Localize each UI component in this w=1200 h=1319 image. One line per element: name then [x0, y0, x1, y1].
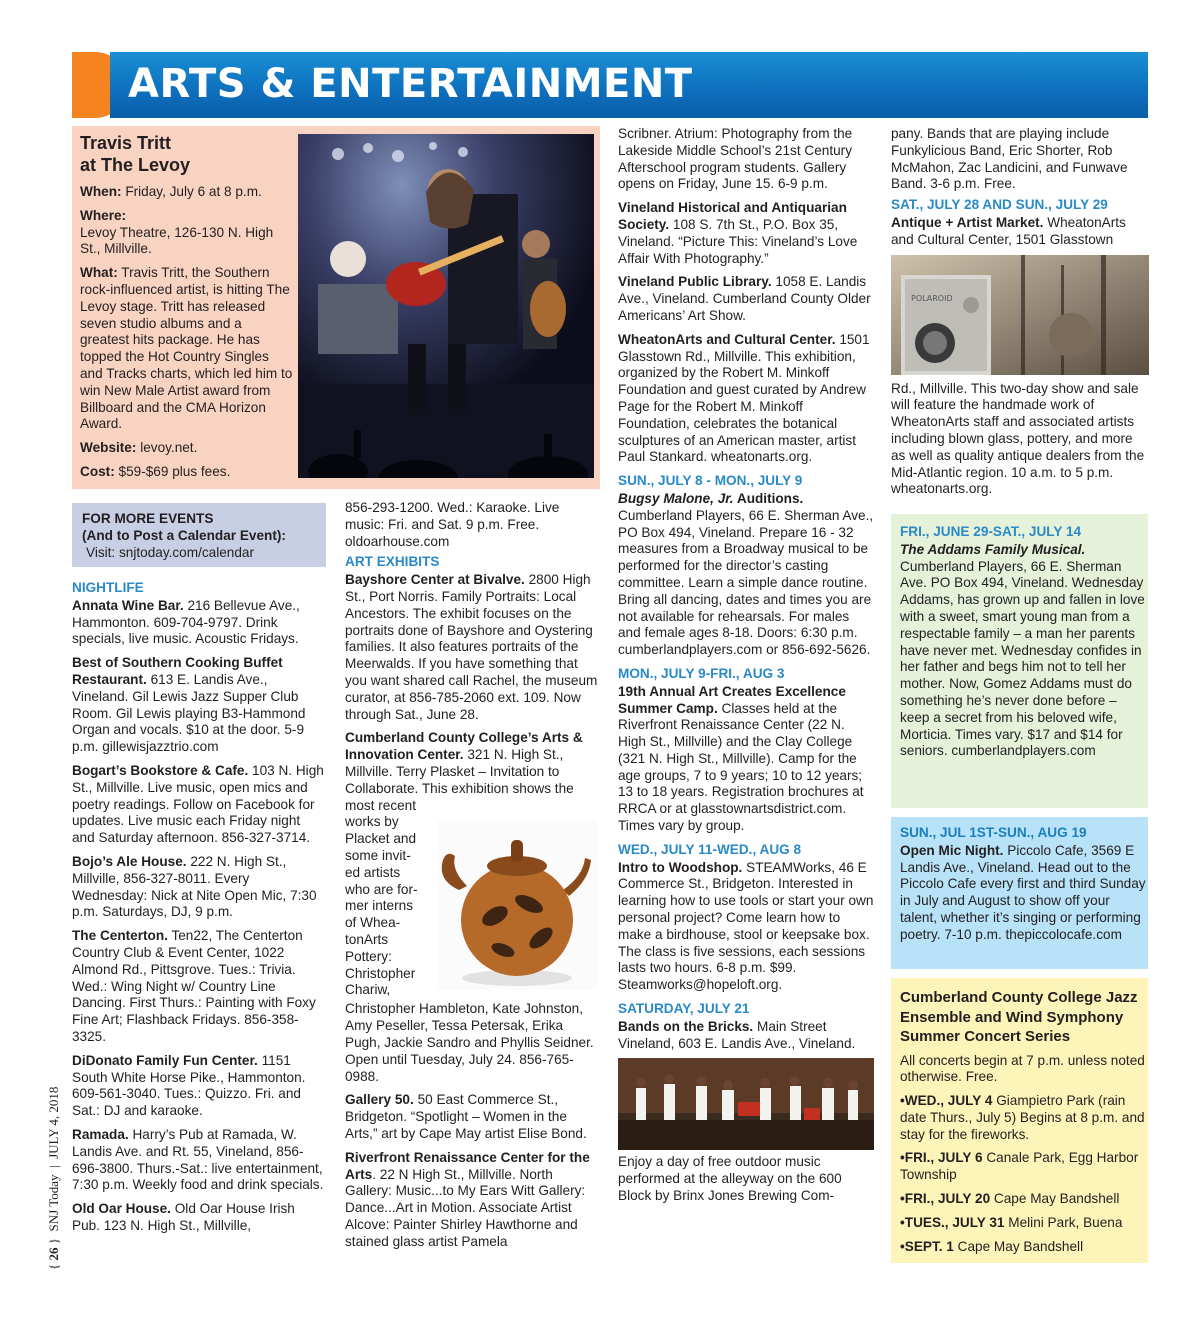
page-folio: { 26 } SNJ Today | JULY 4, 2018	[46, 1086, 61, 1270]
concert-item: •TUES., JULY 31 Melini Park, Buena	[900, 1214, 1123, 1230]
listing-wheatonarts: WheatonArts and Cultural Center. 1501 Glasstown Rd., Millville. This exhibition, organized by the Robert M. Minkoff Foundation and guest curated by Andrew Page for the Robert M. Minkoff Foundation, celebrates the botanical sculptures of an American master, artist Paul Stankard. wheatonarts.org.	[618, 331, 870, 465]
nightlife-column	[72, 580, 326, 1242]
ccc-wrap-text: works by Placket and some invit- ed artists who are for- mer interns of Whea- tonArts Pottery: Christopher Chariw,	[345, 814, 418, 998]
featured-when: When: Friday, July 6 at 8 p.m.	[80, 184, 262, 199]
listing-bands-bricks: Bands on the Bricks. Main Street Vineland, 603 E. Landis Ave., Vineland.	[618, 1018, 856, 1051]
publication-name: SNJ Today	[46, 1174, 61, 1232]
concert-item: •SEPT. 1 Cape May Bandshell	[900, 1238, 1084, 1254]
listing-woodshop: Intro to Woodshop. STEAMWorks, 46 E Commerce St., Bridgeton. Interested in learning how to use tools or start your own personal project? Come learn how to make a birdhouse, stool or keepsake box. The class is five sessions, each sessions lasts two hours. 6-8 p.m. $99. Steamworks@hopeloft.org.	[618, 859, 874, 993]
art-exhibits-column	[345, 500, 599, 1258]
listing-ccc: Cumberland County College’s Arts & Innovation Center. 321 N. High St., Millville. Terry Plasket – Invitation to Collaborate. This exhibition shows the most recent works by Placket and some invit- ed artists who are for- mer interns of Whea- tonArts Pottery: Christopher Chariw, Christopher Hambleton, Kate Johnston, Amy Peseller, Tessa Petersak, Erika Pugh, Jackie Sandro and Phyllis Seidner. Open until Tuesday, July 24. 856-765-0988.	[345, 730, 599, 1085]
riverfront-continued: Scribner. Atrium: Photography from the Lakeside Middle School’s 21st Century Afterschool program students. Gallery opens on Friday, June 15. 6-9 p.m.	[618, 126, 853, 192]
addams-date: FRI., JUNE 29-SAT., JULY 14	[900, 524, 1082, 539]
old-oar-continued: 856-293-1200. Wed.: Karaoke. Live music: Fri. and Sat. 9 p.m. Free. oldoarhouse.com	[345, 500, 560, 549]
section-banner	[72, 52, 1148, 118]
band-photo	[618, 1058, 874, 1150]
date-heading-july-11: WED., JULY 11-WED., AUG 8	[618, 841, 802, 857]
listing-bojos: Bojo’s Ale House. 222 N. High St., Millville, 856-327-8011. Every Wednesday: Nick at Nite Open Mic, 7:30 p.m. Saturdays, DJ, 9 p.m.	[72, 853, 317, 920]
featured-what: What: Travis Tritt, the Southern rock-influenced artist, is hitting The Levoy stage. Tritt has released seven studio albums and a greatest hits package. He has topped the Hot Country Singles and Tracks charts, which led him to win New Male Artist award from Billboard and the CMA Horizon Award.	[80, 265, 293, 432]
concert-item: •FRI., JULY 20 Cape May Bandshell	[900, 1191, 1120, 1207]
addams-event-box	[891, 514, 1148, 808]
date-heading-july-9: MON., JULY 9-FRI., AUG 3	[618, 665, 785, 681]
events-column-4	[891, 126, 1149, 505]
nightlife-heading: NIGHTLIFE	[72, 580, 144, 595]
listing-old-oar: Old Oar House. Old Oar House Irish Pub. 123 N. High St., Millville,	[72, 1201, 295, 1233]
date-heading-july-8: SUN., JULY 8 - MON., JULY 9	[618, 473, 803, 489]
more-events-heading: FOR MORE EVENTS	[82, 511, 214, 526]
listing-art-camp: 19th Annual Art Creates Excellence Summer Camp. Classes held at the Riverfront Renaissance Center (22 N. High St., Millville) and the Clay College (321 N. High St., Millville). Camp for the age groups, 7 to 9 years; 10 to 12 years; 13 to 18 years. Registration brochures at RRCA or at glasstownartsdistrict.com. Times vary by group.	[618, 683, 864, 834]
date-heading-july-21: SATURDAY, JULY 21	[618, 1001, 750, 1017]
concert-series-title: Cumberland County College Jazz Ensemble and Wind Symphony Summer Concert Series	[900, 989, 1138, 1045]
listing-didonato: DiDonato Family Fun Center. 1151 South White Horse Pike., Hammonton. 609-561-3040. Tues.: Quizzo. Fri. and Sat.: DJ and karaoke.	[72, 1052, 306, 1119]
open-mic-listing: Open Mic Night. Piccolo Cafe, 3569 E Landis Ave., Vineland. Head out to the Piccolo Cafe every first and third Sunday in July and August to show off your talent, whether it’s singing or performing poetry. 7-10 p.m. thepiccolocafe.com	[900, 842, 1146, 942]
more-events-box	[72, 503, 326, 567]
more-events-subheading: (And to Post a Calendar Event):	[82, 527, 286, 543]
featured-website: Website: levoy.net.	[80, 440, 198, 456]
page-title: ARTS & ENTERTAINMENT	[128, 61, 693, 107]
listing-riverfront: Riverfront Renaissance Center for the Arts. 22 N High St., Millville. North Gallery: Music...to My Ears Witt Gallery: Dance...Art in Motion. Associate Artist Alcove: Painter Shirley Hawthorne and stained glass artist Pamela	[345, 1149, 590, 1249]
listing-best-southern: Best of Southern Cooking Buffet Restaurant. 613 E. Landis Ave., Vineland. Gil Lewis Jazz Supper Club Room. Gil Lewis playing B3-Hammond Organ and vocals. $10 at the door. 5-9 p.m. gillewisjazztrio.com	[72, 655, 306, 755]
open-mic-box	[891, 817, 1148, 969]
listing-gallery-50: Gallery 50. 50 East Commerce St., Bridgeton. “Spotlight – Women in the Arts,” art by Cape May artist Elise Bond.	[345, 1092, 587, 1141]
addams-listing: The Addams Family Musical. Cumberland Players, 66 E. Sherman Ave. PO Box 494, Vineland. Wednesday Addams, has grown up and fallen in love with a sweet, smart young man from a respectable family – a man her parents have never met. Wednesday confides in her father and begs him not to tell her mother. Now, Gomez Addams must do something he’s never done before – keep a secret from his beloved wife, Morticia. Times vary. $17 and $14 for seniors. cumberlandplayers.com	[900, 541, 1145, 759]
listing-antique-market: Antique + Artist Market. WheatonArts and Cultural Center, 1501 Glasstown	[891, 214, 1126, 247]
listing-ramada: Ramada. Harry’s Pub at Ramada, W. Landis Ave. and Rt. 55, Vineland, 856-696-3800. Thurs.-Sat.: live entertainment, 7:30 p.m. Weekly food and drink specials.	[72, 1126, 324, 1193]
issue-date: JULY 4, 2018	[46, 1086, 61, 1159]
page-number: 26	[46, 1247, 61, 1261]
concert-series-intro: All concerts begin at 7 p.m. unless noted otherwise. Free.	[900, 1052, 1145, 1085]
listing-vhas: Vineland Historical and Antiquarian Society. 108 S. 7th St., P.O. Box 35, Vineland. “Picture This: Vineland’s Love Affair With Photography.”	[618, 200, 858, 266]
listing-bayshore: Bayshore Center at Bivalve. 2800 High St., Port Norris. Family Portraits: Local Ancestors. The exhibit focuses on the portraits done of Bayshore and Oystering families. It also features portraits of the Meerwalds. If you have something that you want shared call Rachel, the museum curator, at 856-785-2060 ext. 109. Now through Sat., June 28.	[345, 572, 598, 722]
art-exhibits-heading: ART EXHIBITS	[345, 554, 440, 570]
concert-series-box	[891, 978, 1148, 1263]
featured-where: Where: Levoy Theatre, 126-130 N. High St., Millville.	[80, 207, 274, 257]
camera-brand-text: POLAROID	[911, 293, 953, 303]
featured-event-box	[72, 126, 600, 489]
camera-photo	[891, 255, 1149, 375]
more-events-link[interactable]: Visit: snjtoday.com/calendar	[86, 544, 254, 560]
date-heading-july-28: SAT., JULY 28 AND SUN., JULY 29	[891, 197, 1108, 213]
bands-bricks-text: Enjoy a day of free outdoor music performed at the alleyway on the 600 Block by Brinx Jones Brewing Com-	[618, 1154, 842, 1204]
concert-item: •WED., JULY 4 Giampietro Park (rain date Thurs., July 5) Begins at 8 p.m. and stay for the fireworks.	[900, 1093, 1145, 1142]
open-mic-date: SUN., JUL 1ST-SUN., AUG 19	[900, 825, 1087, 840]
antique-market-text: Rd., Millville. This two-day show and sale will feature the handmade work of WheatonArts staff and associated artists including blown glass, pottery, and more as well as quality antique dealers from the Mid-Atlantic region. 10 a.m. to 5 p.m. wheatonarts.org.	[891, 380, 1145, 497]
listing-bugsy: Bugsy Malone, Jr. Auditions. Cumberland Players, 66 E. Sherman Ave., PO Box 494, Vineland. Prepare 16 - 32 measures from a Broadway musical to be performed for the director’s casting committee. Learn a simple dance routine. Bring all dancing, dates and times you are not available for rehearsals. For males and female ages 8-18. Doors: 6:30 p.m. cumberlandplayers.com or 856-692-5626.	[618, 490, 874, 658]
listing-annata: Annata Wine Bar. 216 Bellevue Ave., Hammonton. 609-704-9797. Drink specials, live music. Acoustic Fridays.	[72, 597, 300, 647]
listing-vineland-library: Vineland Public Library. 1058 E. Landis Ave., Vineland. Cumberland County Older Americans’ Art Show.	[618, 274, 871, 323]
bands-bricks-continued: pany. Bands that are playing include Funkylicious Band, Eric Shorter, Rob McMahon, Zac Landicini, and Funwave Band. 3-6 p.m. Free.	[891, 126, 1128, 192]
listing-bogarts: Bogart’s Bookstore & Cafe. 103 N. High St., Millville. Live music, open mics and poetry readings. Follow on Facebook for updates. Live music each Friday night and Saturday afternoon. 856-327-3714.	[72, 762, 324, 846]
concert-item: •FRI., JULY 6 Canale Park, Egg Harbor Township	[900, 1150, 1139, 1183]
listing-centerton: The Centerton. Ten22, The Centerton Country Club & Event Center, 1022 Almond Rd., Pittsgrove. Tues.: Trivia. Wed.: Wing Night w/ Country Line Dancing. First Thurs.: Painting with Foxy Fine Art; Flashback Fridays. 856-358-3325.	[72, 928, 316, 1044]
events-column-3	[618, 126, 874, 1212]
teapot-photo	[437, 820, 597, 990]
concert-photo	[298, 134, 594, 478]
featured-cost: Cost: $59-$69 plus fees.	[80, 463, 231, 479]
featured-title: Travis Tritt at The Levoy	[80, 133, 191, 175]
